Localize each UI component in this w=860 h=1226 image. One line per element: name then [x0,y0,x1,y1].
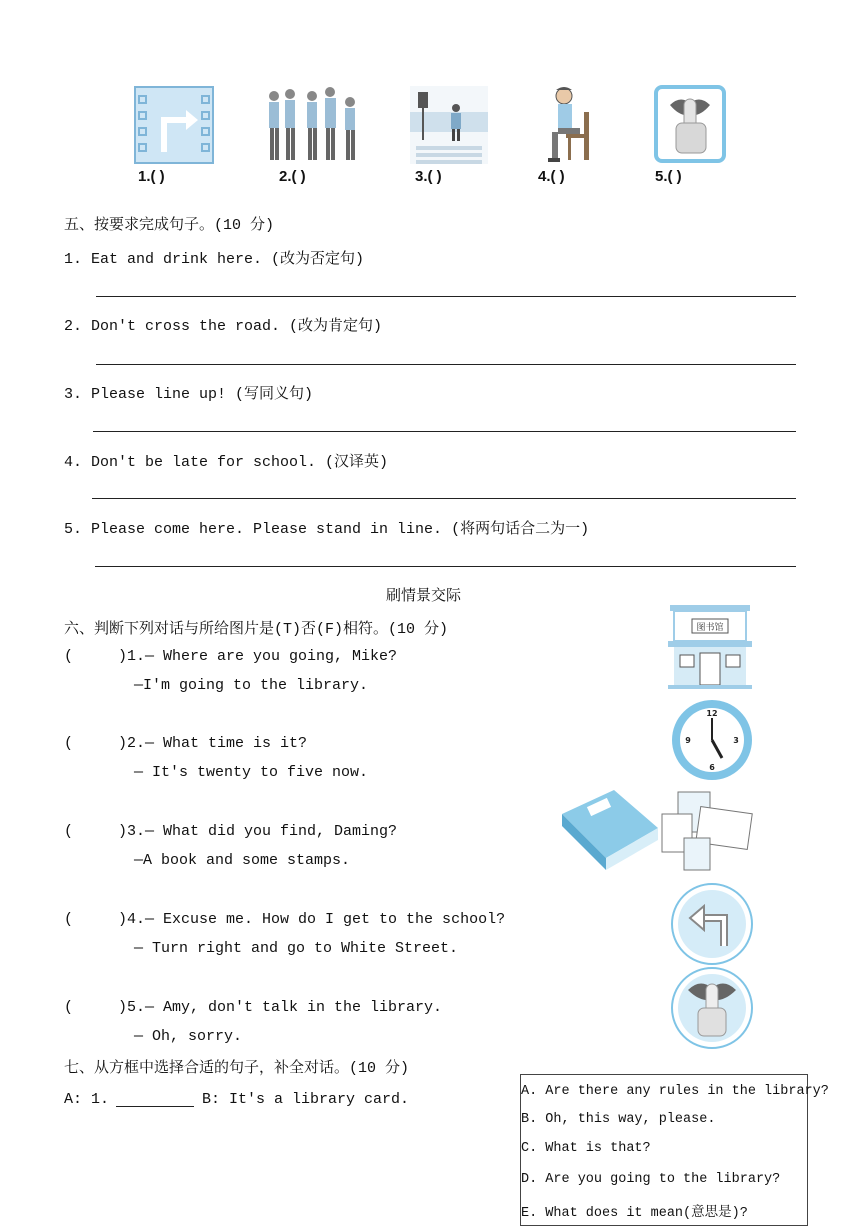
picture-label-3: 3.( ) [415,168,442,185]
book-and-stamps-icon [558,788,756,874]
quiet-circle-sign-icon [670,966,754,1050]
blank-line[interactable] [116,1106,194,1107]
clock-icon [670,698,754,782]
svg-text:9: 9 [685,736,691,745]
svg-text:6: 6 [709,763,715,772]
dialog-question: ( )5.— Amy, don't talk in the library. [64,999,443,1016]
dialog-answer: —I'm going to the library. [134,677,369,694]
question-item: 5. Please come here. Please stand in line. (将两句话合二为一) [64,521,590,538]
section-subheading: 刷情景交际 [386,586,462,604]
question-item: 1. Eat and drink here. (改为否定句) [64,251,365,268]
library-sign-text: 图书馆 [696,623,724,633]
quiet-sign-icon [654,85,726,163]
question-item: 4. Don't be late for school. (汉译英) [64,454,389,471]
dialog-line-prefix: A: 1. [64,1091,110,1108]
answer-line[interactable] [96,296,796,297]
picture-label-5: 5.( ) [655,168,682,185]
dialog-question: ( )1.— Where are you going, Mike? [64,648,398,665]
section-six-title: 六、判断下列对话与所给图片是(T)否(F)相符。(10 分) [64,621,449,638]
question-item: 3. Please line up! (写同义句) [64,386,314,403]
dialog-line-suffix: B: It's a library card. [202,1091,410,1108]
option-item: B. Oh, this way, please. [521,1112,716,1127]
people-in-line-icon [262,84,364,164]
answer-line[interactable] [96,364,796,365]
picture-label-4: 4.( ) [538,168,565,185]
crosswalk-traffic-light-icon [410,86,488,164]
options-box [520,1074,829,1226]
question-item: 2. Don't cross the road. (改为肯定句) [64,318,383,335]
picture-label-2: 2.( ) [279,168,306,185]
dialog-answer: —A book and some stamps. [134,852,351,869]
option-item: A. Are there any rules in the library? [521,1084,829,1099]
section-seven-title: 七、从方框中选择合适的句子，补全对话。(10 分) [64,1060,410,1077]
dialog-question: ( )2.— What time is it? [64,735,308,752]
picture-label-1: 1.( ) [138,168,165,185]
answer-line[interactable] [93,431,796,432]
dialog-answer: — It's twenty to five now. [134,764,369,781]
section-five-title: 五、按要求完成句子。(10 分) [64,217,275,234]
dialog-answer: — Turn right and go to White Street. [134,940,459,957]
svg-text:12: 12 [706,709,718,718]
option-item: E. What does it mean(意思是)? [521,1206,748,1221]
option-item: D. Are you going to the library? [521,1172,781,1187]
option-item: C. What is that? [521,1141,651,1156]
answer-line[interactable] [95,566,796,567]
dialog-question: ( )3.— What did you find, Daming? [64,823,398,840]
turn-left-sign-icon [670,882,754,966]
sitting-boy-icon [544,84,600,164]
dialog-answer: — Oh, sorry. [134,1028,243,1045]
turn-right-sign-icon [134,86,214,164]
svg-text:3: 3 [733,736,739,745]
dialog-question: ( )4.— Excuse me. How do I get to the school? [64,911,506,928]
answer-line[interactable] [92,498,796,499]
library-building-icon [666,603,754,689]
